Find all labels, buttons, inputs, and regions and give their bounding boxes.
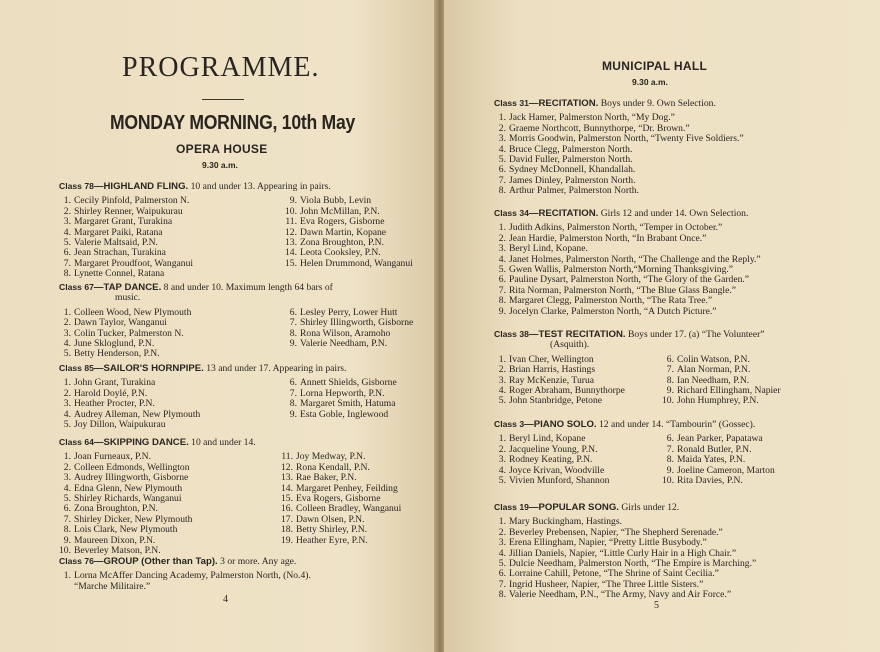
entry-text: Jack Hamer, Palmerston North, “My Dog.” [509,112,675,124]
entry-row [285,339,413,349]
entry-row [59,349,285,359]
entry-text: Betty Henderson, P.N. [74,348,160,360]
entry-number: 7. [63,513,71,525]
entry-number: 5. [63,493,71,505]
entry-number: 18. [281,524,293,536]
entry-text: Annett Shields, Gisborne [300,377,397,389]
entry-row [494,476,662,486]
entry-text: Leota Cooksley, P.N. [300,247,381,259]
entry-number: 6. [498,274,506,286]
entry-text: Rodney Keating, P.N. [509,454,593,466]
entry-number: 5. [498,264,506,276]
entry-number: 4. [63,226,71,238]
entry-text: Dawn Taylor, Wanganui [74,317,167,329]
entry-number: 7. [498,284,506,296]
entry-number: 4. [498,464,506,476]
entry-text: Roger Abraham, Bunnythorpe [509,385,625,397]
entry-text: John McMillan, P.N. [300,205,380,217]
entry-text: Margaret Paiki, Ratana [74,226,163,238]
entry-number: 5. [498,395,506,407]
entry-text: Rita Davies, P.N. [677,475,743,487]
entry-number: 8. [498,589,506,601]
class-section [59,363,397,430]
entry-number: 3. [498,243,506,255]
class-description: 12 and under 14. “Tambourin” (Gossec). [596,419,756,430]
entry-number: 12. [281,461,293,473]
entry-text: John Grant, Turakina [74,377,156,389]
entry-number: 9. [666,385,674,397]
entry-number: 6. [289,377,297,389]
entry-number: 6. [498,164,506,176]
class-description: Boys under 9. Own Selection. [598,98,716,109]
entry-number: 7. [666,443,674,455]
entry-text: “Marche Militaire.” [74,580,151,592]
entry-row [281,536,401,546]
entry-text: Jean Parker, Papatawa [677,433,763,445]
class-description: Girls 12 and under 14. Own Selection. [598,208,749,219]
entry-text: Mary Buckingham, Hastings. [509,516,622,528]
entry-number: 5. [498,475,506,487]
entry-number: 16. [281,503,293,515]
entry-text: Ingrid Husheer, Napier, “The Three Little Sisters.” [509,578,704,590]
entry-number: 3. [63,398,71,410]
entry-text: Sydney McDonnell, Khandallah. [509,164,636,176]
entry-number: 3. [63,472,71,484]
entry-text: Lorna McAffer Dancing Academy, Palmerston North, (No.4). [74,570,311,582]
entry-number: 14. [285,247,297,259]
entry-list [59,571,311,592]
programme-title: PROGRAMME. [122,52,320,83]
entry-text: Eva Rogers, Gisborne [296,493,381,505]
class-name: —SKIPPING DANCE. [93,437,189,448]
entry-text: Margaret Proudfoot, Wanganui [74,257,194,269]
entry-text: Margaret Grant, Turakina [74,216,173,228]
entry-text: Lesley Perry, Lower Hutt [300,306,398,318]
class-number: Class 19 [494,502,529,512]
class-description-cont: music. [115,292,141,304]
class-description: 10 and under 14. [188,437,256,448]
entry-text: Richard Ellingham, Napier [677,385,781,397]
class-name: —TEST RECITATION. [528,329,626,340]
entry-number: 1. [498,353,506,365]
entry-text: Colleen Bradley, Wanganui [296,503,402,515]
entry-text: Joy Medway, P.N. [296,451,366,463]
entry-text: Maida Yates, P.N. [677,454,746,466]
entry-text: Heather Eyre, P.N. [296,534,368,546]
entry-number: 3. [498,374,506,386]
entry-number: 7. [666,364,674,376]
entry-number: 7. [289,317,297,329]
entry-number: 5. [498,558,506,570]
entry-text: Maureen Dixon, P.N. [74,534,156,546]
entry-number: 9. [289,195,297,207]
class-description: 3 or more. Any age. [217,556,297,567]
entry-text: Audrey Alleman, New Plymouth [74,408,201,420]
entry-number: 9. [666,464,674,476]
class-name: —POPULAR SONG. [528,502,619,513]
entry-number: 4. [498,547,506,559]
entry-number: 9. [498,305,506,317]
entry-text: Beverley Prebensen, Napier, “The Shepherd Serenade.” [509,526,723,538]
entry-row [494,186,744,196]
entry-number: 1. [498,222,506,234]
entry-columns [59,452,401,556]
entry-row [285,259,413,269]
entry-columns [59,308,413,360]
entry-row [494,307,761,317]
entry-number: 2. [498,443,506,455]
class-heading [494,208,761,219]
entry-columns [494,434,775,486]
class-description: Girls under 12. [618,502,680,513]
entry-number: 10. [662,395,674,407]
entry-text: Lorraine Cahill, Petone, “The Shrine of Saint Cecilia.” [509,568,719,580]
entry-text: Eva Rogers, Gisborne [300,216,385,228]
entry-text: Shirley Dicker, New Plymouth [74,513,193,525]
entry-row [494,396,662,406]
entry-text: John Stanbridge, Petone [509,395,602,407]
page-number: 5 [654,600,659,611]
entry-row [662,476,775,486]
entry-number: 4. [63,338,71,350]
class-heading [494,419,775,430]
entry-number: 15. [281,493,293,505]
entry-column [494,434,662,486]
class-section [494,329,781,407]
entry-text: Dawn Olsen, P.N. [296,513,365,525]
class-number: Class 67 [59,282,94,292]
entry-number: 1. [63,306,71,318]
entry-text: Cecily Pinfold, Palmerston N. [74,195,190,207]
entry-text: Janet Holmes, Palmerston North, “The Challenge and the Reply.” [509,253,761,265]
entry-text: Audrey Illingworth, Gisborne [74,472,189,484]
class-name: —SAILOR'S HORNPIPE. [93,363,204,374]
entry-number: 17. [281,513,293,525]
entry-number: 12. [285,226,297,238]
entry-number: 1. [498,433,506,445]
entry-number: 19. [281,534,293,546]
entry-number: 1. [63,451,71,463]
entry-text: Esta Goble, Inglewood [300,408,389,420]
entry-number: 6. [289,306,297,318]
entry-number: 2. [498,364,506,376]
entry-number: 4. [498,143,506,155]
class-heading [494,98,744,109]
entry-number: 10. [662,475,674,487]
class-name: —PIANO SOLO. [524,419,597,430]
entry-text: Dawn Martin, Kopane [300,226,387,238]
entry-number: 8. [498,185,506,197]
entry-text: Valerie Maltsaid, P.N. [74,237,158,249]
class-description: 8 and under 10. Maximum length 64 bars of [161,282,333,293]
entry-number: 9. [289,408,297,420]
entry-text: Judith Adkins, Palmerston North, “Temper in October.” [509,222,723,234]
entry-number: 2. [498,526,506,538]
entry-text: Shirley Renner, Waipukurau [74,205,183,217]
class-description: 10 and under 13. Appearing in pairs. [188,181,331,192]
entry-number: 9. [63,534,71,546]
class-number: Class 85 [59,363,94,373]
entry-column [662,434,775,486]
entry-row [59,582,311,592]
class-heading [59,181,413,192]
entry-row [285,410,397,420]
entry-text: Heather Procter, P.N. [74,398,155,410]
entry-number: 2. [63,205,71,217]
entry-column [285,378,397,430]
entry-row [59,546,281,556]
entry-text: Joeline Cameron, Marton [677,464,775,476]
entry-column [494,355,662,407]
class-section [494,502,756,601]
entry-text: James Dinley, Palmerston North. [509,174,636,186]
entry-number: 1. [63,377,71,389]
entry-number: 11. [281,451,293,463]
entry-text: Colleen Wood, New Plymouth [74,306,192,318]
entry-number: 6. [666,353,674,365]
entry-columns [494,355,781,407]
entry-number: 15. [285,257,297,269]
entry-number: 2. [498,122,506,134]
venue-heading: OPERA HOUSE [176,142,268,156]
class-description: Boys under 17. (a) “The Volunteer” [625,329,765,340]
class-number: Class 34 [494,208,529,218]
entry-number: 2. [63,387,71,399]
entry-number: 3. [63,216,71,228]
entry-text: Alan Norman, P.N. [677,364,751,376]
entry-number: 4. [498,253,506,265]
entry-text: Ivan Cher, Wellington [509,353,594,365]
entry-number: 6. [498,568,506,580]
entry-row [59,269,285,279]
entry-number: 8. [63,268,71,280]
class-heading [59,556,311,567]
entry-text: Beryl Lind, Kopane. [509,243,588,255]
entry-number: 9. [289,338,297,350]
entry-column [285,196,413,279]
entry-number: 5. [63,348,71,360]
entry-text: Rona Kendall, P.N. [296,461,370,473]
entry-text: Betty Shirley, P.N. [296,524,368,536]
class-number: Class 64 [59,437,94,447]
entry-text: Joyce Krivan, Woodville [509,464,605,476]
entry-number: 5. [498,154,506,166]
entry-text: Jean Strachan, Turakina [74,247,166,259]
entry-text: Colin Watson, P.N. [677,353,750,365]
entry-number: 4. [63,482,71,494]
entry-text: Ronald Butler, P.N. [677,443,752,455]
entry-columns [59,378,397,430]
entry-columns [59,196,413,279]
entry-number: 13. [281,472,293,484]
entry-number: 4. [498,385,506,397]
entry-number: 7. [498,174,506,186]
entry-number: 6. [666,433,674,445]
entry-number: 6. [63,503,71,515]
entry-text: John Humphrey, P.N. [677,395,759,407]
venue-time: 9.30 a.m. [632,77,668,87]
class-section [59,282,413,360]
entry-column [59,378,285,430]
entry-text: Edna Glenn, New Plymouth [74,482,183,494]
entry-text: Jillian Daniels, Napier, “Little Curly Hair in a High Chair.” [509,547,737,559]
entry-column [59,452,281,556]
entry-text: Rae Baker, P.N. [296,472,357,484]
left-page [0,0,436,652]
class-heading [494,502,756,513]
entry-text: Vivien Munford, Shannon [509,475,610,487]
class-number: Class 78 [59,181,94,191]
entry-number: 5. [63,237,71,249]
entry-text: Valerie Needham, P.N., “The Army, Navy and Air Force.” [509,589,732,601]
class-section [59,181,413,280]
entry-list [494,223,761,317]
entry-number: 10. [59,545,71,557]
entry-number: 3. [498,454,506,466]
entry-text: Bruce Clegg, Palmerston North. [509,143,633,155]
class-heading [494,329,781,340]
class-section [494,208,761,317]
entry-number: 2. [63,317,71,329]
entry-text: David Fuller, Palmerston North. [509,154,633,166]
entry-number: 8. [666,454,674,466]
entry-number: 8. [63,524,71,536]
class-description-cont: (Asquith). [550,339,590,351]
entry-number: 11. [285,216,297,228]
entry-text: Jocelyn Clarke, Palmerston North, “A Dutch Picture.” [509,305,717,317]
class-section [59,437,401,556]
entry-number: 1. [63,195,71,207]
class-number: Class 38 [494,329,529,339]
entry-column [662,355,781,407]
entry-text: Jacqueline Young, P.N. [509,443,598,455]
class-heading [59,363,397,374]
entry-text: Arthur Palmer, Palmerston North. [509,185,639,197]
entry-text: Morris Goodwin, Palmerston North, “Twenty Five Soldiers.” [509,133,744,145]
entry-number: 4. [63,408,71,420]
entry-text: Joan Furneaux, P.N. [74,451,152,463]
entry-text: Lorna Hepworth, P.N. [300,387,385,399]
entry-number: 1. [498,516,506,528]
entry-row [494,590,756,600]
entry-text: Graeme Northcott, Bunnythorpe, “Dr. Brown.” [509,122,690,134]
entry-text: Rona Wilson, Aramoho [300,327,391,339]
entry-column [285,308,413,360]
entry-number: 8. [289,327,297,339]
entry-text: Colin Tucker, Palmerston N. [74,327,184,339]
entry-text: Zona Broughton, P.N. [74,503,158,515]
entry-number: 3. [498,133,506,145]
entry-number: 7. [289,387,297,399]
class-heading [59,437,401,448]
page-number: 4 [223,594,228,605]
entry-text: Beverley Matson, P.N. [74,545,161,557]
class-number: Class 31 [494,98,529,108]
class-section [494,98,744,197]
entry-text: Lynette Connel, Ratana [74,268,165,280]
entry-text: Brian Harris, Hastings [509,364,596,376]
entry-number: 5. [63,419,71,431]
entry-number: 7. [498,578,506,590]
entry-text: Ray McKenzie, Turua [509,374,594,386]
entry-list [494,113,744,196]
entry-column [59,308,285,360]
class-name: —TAP DANCE. [93,282,162,293]
entry-text: Lois Clark, New Plymouth [74,524,178,536]
venue-time: 9.30 a.m. [202,160,238,170]
right-page [444,0,880,652]
entry-number: 3. [498,537,506,549]
class-name: —GROUP (Other than Tap). [93,556,218,567]
entry-text: Viola Bubb, Levin [300,195,372,207]
entry-number: 1. [498,112,506,124]
entry-row [59,420,285,430]
entry-number: 8. [498,295,506,307]
entry-text: Colleen Edmonds, Wellington [74,461,190,473]
entry-row [662,396,781,406]
class-section [59,556,311,592]
entry-text: Erena Ellingham, Napier, “Pretty Little Busybody.” [509,537,707,549]
entry-number: 14. [281,482,293,494]
entry-text: Pauline Dysart, Palmerston North, “The Glory of the Garden.” [509,274,750,286]
entry-column [59,196,285,279]
entry-number: 8. [666,374,674,386]
class-heading [59,282,413,293]
entry-list [494,517,756,600]
entry-text: Margaret Clegg, Palmerston North, “The Rata Tree.” [509,295,713,307]
entry-text: Joy Dillon, Waipukurau [74,419,166,431]
entry-number: 3. [63,327,71,339]
entry-text: Jean Hardie, Palmerston North, “In Brabant Once.” [509,232,707,244]
entry-number: 2. [498,232,506,244]
class-description: 13 and under 17. Appearing in pairs. [203,363,347,374]
entry-number: 8. [289,398,297,410]
entry-text: Margaret Penhey, Feilding [296,482,398,494]
entry-text: Zona Broughton, P.N. [300,237,384,249]
entry-column [281,452,401,556]
class-section [494,419,775,486]
entry-number: 7. [63,257,71,269]
entry-text: Shirley Illingworth, Gisborne [300,317,414,329]
entry-text: Harold Doylé, P.N. [74,387,148,399]
entry-number: 1. [63,570,71,582]
entry-text: Helen Drummond, Wanganui [300,257,413,269]
class-name: —RECITATION. [528,98,599,109]
class-name: —RECITATION. [528,208,599,219]
entry-text: Margaret Smith, Hatuma [300,398,396,410]
class-number: Class 3 [494,419,525,429]
entry-number: 13. [285,237,297,249]
entry-number: 6. [63,247,71,259]
venue-heading: MUNICIPAL HALL [602,59,708,73]
entry-text: Ian Needham, P.N. [677,374,750,386]
day-heading: MONDAY MORNING, 10th May [110,112,355,134]
title-rule [202,99,244,100]
entry-text: Valerie Needham, P.N. [300,338,388,350]
entry-text: Dulcie Needham, Palmerston North, “The Empire is Marching.” [509,558,757,570]
entry-text: June Skloglund, P.N. [74,338,155,350]
class-name: —HIGHLAND FLING. [93,181,189,192]
entry-number: 10. [285,205,297,217]
entry-number: 2. [63,461,71,473]
entry-text: Rita Norman, Palmerston North, “The Blue Glass Bangle.” [509,284,737,296]
entry-text: Gwen Wallis, Palmerston North,“Morning Thanksgiving.” [509,264,734,276]
entry-text: Beryl Lind, Kopane [509,433,586,445]
class-number: Class 76 [59,556,94,566]
entry-text: Shirley Richards, Wanganui [74,493,182,505]
